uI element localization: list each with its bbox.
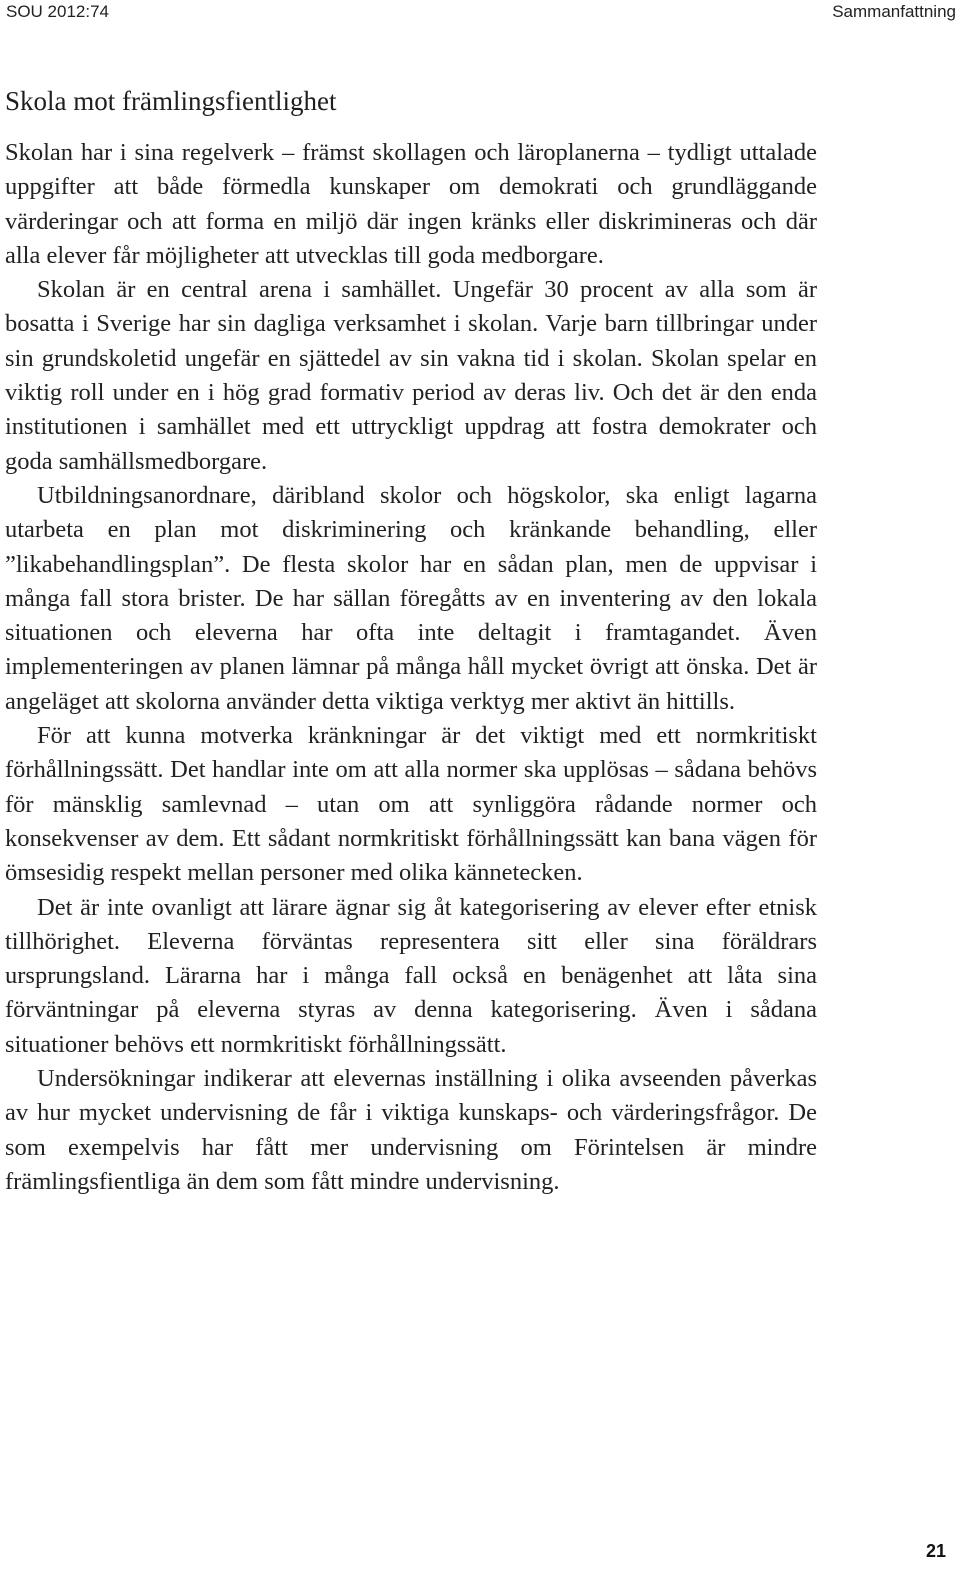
section-heading: Skola mot främlingsfientlighet (5, 86, 337, 116)
paragraph-3: Utbildningsanordnare, däribland skolor och högskolor, ska enligt lagarna utarbeta en plan mot diskriminering och kränkande behandling, eller ”likabehandlingsplan”. De flesta skolor har en sådan plan, men de uppvisar i många fall stora brister. De har sällan föregåtts av en inventering av den lokala situationen och eleverna har ofta inte deltagit i framtagandet. Även implementeringen av planen lämnar på många håll mycket övrigt att önska. Det är angeläget att skolorna använder detta viktiga verktyg mer aktivt än hittills. (5, 481, 817, 715)
page-number: 21 (925, 1541, 946, 1561)
document-reference: SOU 2012:74 (6, 2, 110, 21)
chapter-name: Sammanfattning (832, 2, 956, 21)
section-body (5, 136, 817, 1199)
paragraph-6: Undersökningar indikerar att elevernas inställning i olika avseenden påverkas av hur mycket undervisning de får i viktiga kunskaps- och värderingsfrågor. De som exempelvis har fått mer undervisning om Förintelsen är mindre främlingsfientliga än dem som fått mindre undervisning. (5, 1065, 817, 1195)
running-header (0, 0, 960, 26)
paragraph-4: För att kunna motverka kränkningar är det viktigt med ett normkritiskt förhållningssätt. Det handlar inte om att alla normer ska upplösas – sådana behövs för mänsklig samlevnad – utan om att synliggöra rådande normer och konsekvenser av dem. Ett sådant normkritiskt förhållningssätt kan bana vägen för ömsesidig respekt mellan personer med olika kännetecken. (5, 722, 817, 887)
paragraph-5: Det är inte ovanligt att lärare ägnar sig åt kategorisering av elever efter etnisk tillhörighet. Eleverna förväntas representera sitt eller sina föräldrars ursprungsland. Lärarna har i många fall också en benägenhet att låta sina förväntningar på eleverna styras av denna kategorisering. Även i sådana situationer behövs ett normkritiskt förhållningssätt. (5, 893, 817, 1058)
page-content (5, 84, 817, 1199)
paragraph-1: Skolan har i sina regelverk – främst skollagen och läroplanerna – tydligt uttalade uppgifter att både förmedla kunskaper om demokrati och grundläggande värderingar och att forma en miljö där ingen kränks eller diskrimineras och där alla elever får möjligheter att utvecklas till goda medborgare. (5, 139, 817, 269)
paragraph-2: Skolan är en central arena i samhället. Ungefär 30 procent av alla som är bosatta i Sverige har sin dagliga verksamhet i skolan. Varje barn tillbringar under sin grundskoletid ungefär en sjättedel av sin vakna tid i skolan. Skolan spelar en viktig roll under en i hög grad formativ period av deras liv. Och det är den enda institutionen i samhället med ett uttryckligt uppdrag att fostra demokrater och goda samhällsmedborgare. (5, 276, 817, 475)
